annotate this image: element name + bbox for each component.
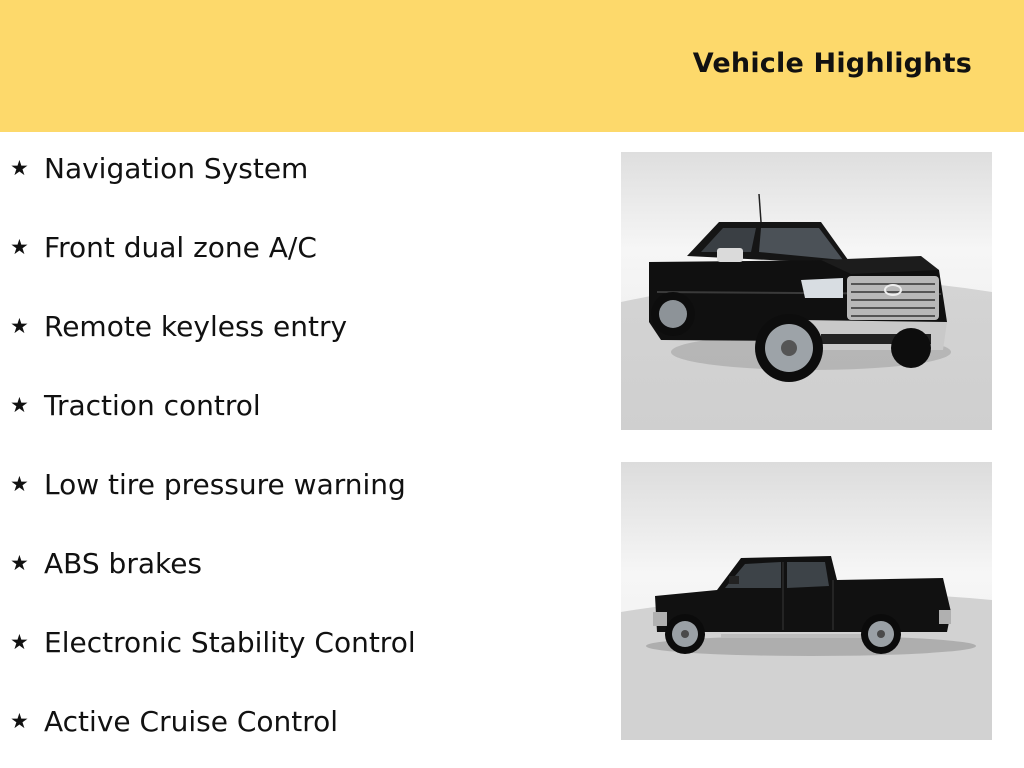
feature-label: Low tire pressure warning bbox=[44, 468, 406, 501]
header-banner bbox=[0, 0, 1024, 132]
feature-label: Front dual zone A/C bbox=[44, 231, 317, 264]
star-icon: ★ bbox=[10, 393, 29, 417]
star-icon: ★ bbox=[10, 709, 29, 733]
page-title: Vehicle Highlights bbox=[692, 48, 972, 79]
feature-item bbox=[10, 468, 406, 501]
feature-label: Electronic Stability Control bbox=[44, 626, 416, 659]
feature-label: Navigation System bbox=[44, 152, 309, 185]
feature-item bbox=[10, 231, 317, 264]
star-icon: ★ bbox=[10, 156, 29, 180]
feature-item bbox=[10, 310, 347, 343]
truck-front-three-quarter-photo bbox=[621, 152, 992, 430]
star-icon: ★ bbox=[10, 551, 29, 575]
star-icon: ★ bbox=[10, 630, 29, 654]
feature-label: Active Cruise Control bbox=[44, 705, 339, 738]
star-icon: ★ bbox=[10, 314, 29, 338]
feature-item bbox=[10, 705, 338, 738]
feature-label: Traction control bbox=[44, 389, 261, 422]
feature-item bbox=[10, 626, 416, 659]
truck-side-profile-photo bbox=[621, 462, 992, 740]
star-icon: ★ bbox=[10, 235, 29, 259]
feature-item bbox=[10, 152, 308, 185]
feature-label: Remote keyless entry bbox=[44, 310, 348, 343]
feature-item bbox=[10, 389, 261, 422]
feature-item bbox=[10, 547, 202, 580]
star-icon: ★ bbox=[10, 472, 29, 496]
feature-label: ABS brakes bbox=[44, 547, 203, 580]
